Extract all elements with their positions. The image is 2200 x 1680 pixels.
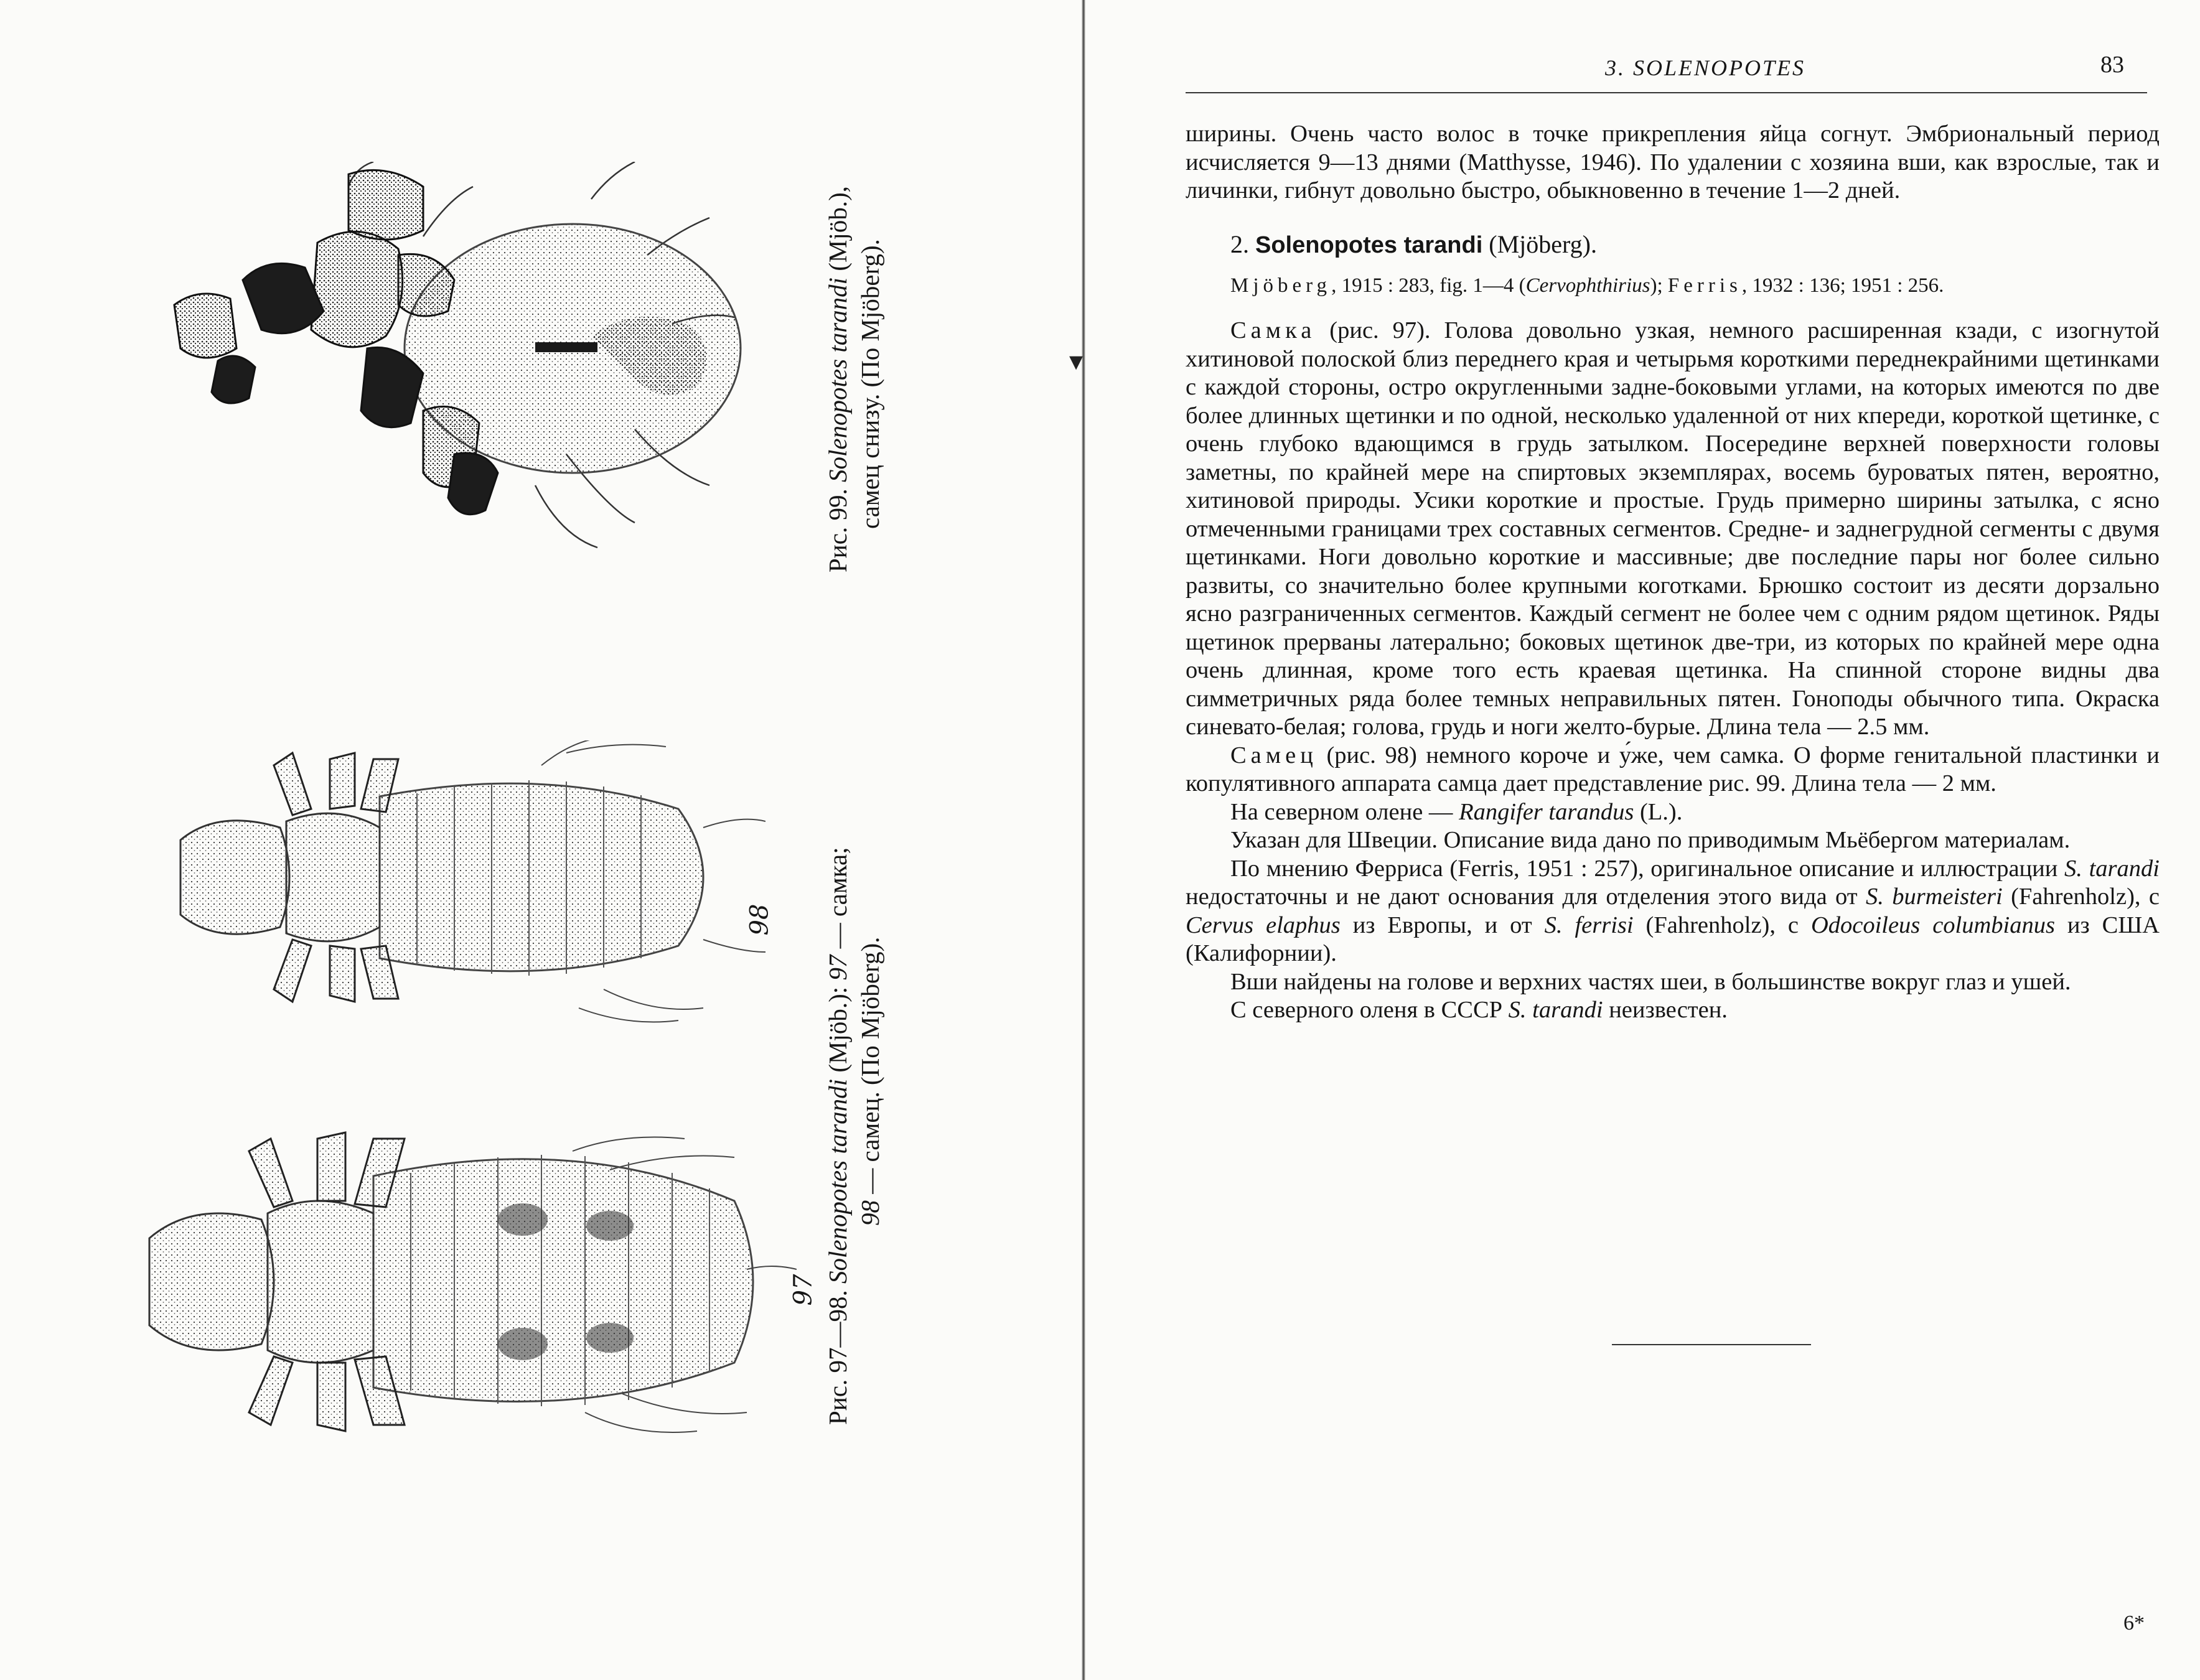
figure-99-caption-line-1: Рис. 99. Solenopotes tarandi (Mjöb.), [823, 186, 852, 572]
abdomen-shape [373, 1159, 753, 1402]
abdomen-shape [380, 783, 703, 971]
male-description: Самец (рис. 98) немного короче и у́же, чем самка. О форме генитальной пластинки и копулятивного аппарата самца дает представление рис. 99. Длина тела — 2 мм. [1186, 742, 2160, 796]
paragraph-continued: ширины. Очень часто волос в точке прикрепления яйца согнут. Эмбриональный период исчисляется 9—13 днями (Matthysse, 1946). По удалении с хозяина вши, как взрослые, так и личинки, гибнут довольно быстро, обыкновенно в течение 1—2 дней. [1186, 121, 2160, 203]
figure-98-label: 98 [745, 903, 774, 936]
figure-97-98-caption-line-2: 98 — самец. (По Mjöberg). [856, 936, 884, 1226]
figure-97-label: 97 [789, 1274, 818, 1306]
body-text [1186, 120, 2160, 1025]
signature-mark: 6* [2123, 1612, 2145, 1635]
figure-97-drawing [137, 1114, 797, 1462]
right-page [1086, 0, 2200, 1680]
species-references: Mjöberg, 1915 : 283, fig. 1—4 (Cervophthirius); Ferris, 1932 : 136; 1951 : 256. [1230, 274, 1944, 297]
ussr-paragraph: С северного оленя в СССР S. tarandi неизвестен. [1230, 997, 1728, 1023]
distribution-paragraph: Указан для Швеции. Описание вида дано по приводимым Мьёбергом материалам. [1230, 827, 2071, 853]
figure-97-98-caption [821, 847, 886, 1425]
ferris-paragraph: По мнению Ферриса (Ferris, 1951 : 257), оригинальное описание и иллюстрации S. tarandi недостаточны и не дают основания для отделения этого вида от S. burmeisteri (Fahrenholz), с Cervus elaphus из Европы, и от S. ferrisi (Fahrenholz), с Odocoileus columbianus из США (Калифорнии). [1186, 855, 2160, 966]
figure-99-caption-line-2: самец снизу. (По Mjöberg). [856, 239, 884, 529]
habitat-paragraph: Вши найдены на голове и верхних частях шеи, в большинстве вокруг глаз и ушей. [1230, 968, 2071, 995]
species-heading: 2. Solenopotes tarandi (Mjöberg). [1230, 230, 1597, 258]
section-end-rule [1612, 1344, 1811, 1345]
figure-97-98-caption-line-1: Рис. 97—98. Solenopotes tarandi (Mjöb.): 97 — самка; [823, 847, 852, 1425]
host-paragraph: На северном олене — Rangifer tarandus (L.). [1230, 798, 1683, 825]
left-page [0, 0, 1083, 1680]
book-gutter [1082, 0, 1085, 1680]
figure-99-caption [821, 186, 886, 572]
header-rule [1186, 92, 2147, 93]
gutter-mark-icon: ▾ [1069, 345, 1084, 377]
figure-99-drawing [162, 162, 759, 572]
figure-98-drawing [168, 740, 765, 1027]
running-head: 3. SOLENOPOTES [1604, 55, 1806, 80]
female-description: Самка (рис. 97). Голова довольно узкая, немного расширенная кзади, с изогнутой хитиновой полоской близ переднего края и четырьмя короткими переднекрайними щетинками с каждой стороны, остро округленными задне-боковыми углами, на которых имеются по две более длинных щетинки и по одной, несколько удаленной от них кпереди, короткой щетинке, с очень глубоко вдающимся в грудь затылком. Посередине верхней поверхности головы заметны, по крайней мере на спиртовых экземплярах, восемь буроватых пятен, вероятно, хитиновой природы. Усики короткие и простые. Грудь примерно ширины затылка, с ясно отмеченными границами трех составных сегментов. Средне- и заднегрудной сегменты с двумя щетинками. Ноги довольно короткие и массивные; две последние пары ног более сильно развиты, со значительно более крупными коготками. Брюшко состоит из десяти дорзально ясно разграниченных сегментов. Каждый сегмент не более чем с одним рядом щетинок. Ряды щетинок прерваны латерально; боковых щетинок две-три, из которых по крайней мере одна очень длинная, кроме того есть краевая щетинка. На спинной стороне видны два симметричных ряда более темных неправильных пятен. Гоноподы обычного типа. Окраска синевато-белая; голова, грудь и ноги желто-бурые. Длина тела — 2.5 мм. [1186, 317, 2160, 740]
page-number: 83 [2100, 52, 2124, 78]
